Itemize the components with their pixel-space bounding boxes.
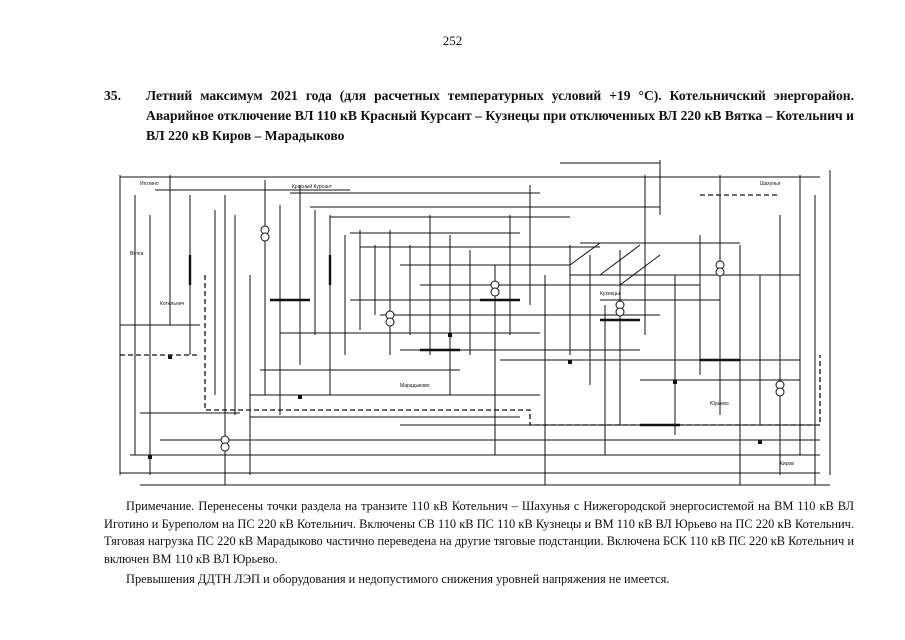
label-kuznetsy: Кузнецы: [600, 291, 620, 297]
label-shakhunya: Шахунья: [760, 181, 781, 187]
label-krasny-kursant: Красный Курсант: [292, 184, 332, 190]
label-maradykovo: Марадыково: [400, 383, 430, 389]
power-grid-diagram: [100, 155, 840, 495]
label-yurevo: Юрьево: [710, 401, 729, 407]
section-heading: [104, 86, 854, 146]
note-paragraph-1: Примечание. Перенесены точки раздела на транзите 110 кВ Котельнич – Шахунья с Нижегородской энергосистемой на ВМ 110 кВ ВЛ Иготино и Буреполом на ПС 220 кВ Котельнич. Включены СВ 110 кВ ПС 110 кВ Кузнецы и ВМ 110 кВ ВЛ Юрьево на ПС 220 кВ Котельнич. Тяговая нагрузка ПС 220 кВ Марадыково частично переведена на другие тяговые подстанции. Включена БСК 110 кВ ПС 220 кВ Котельнич и включен ВМ 110 кВ ВЛ Юрьево.: [104, 499, 854, 566]
label-vyatka: Вятка: [130, 251, 144, 257]
page-number: 252: [442, 33, 463, 48]
label-igotino: Иготино: [140, 181, 159, 187]
note-paragraph-2: Превышения ДДТН ЛЭП и оборудования и недопустимого снижения уровней напряжения не имеется.: [126, 572, 670, 587]
note-block: [104, 498, 854, 589]
section-number: 35.: [104, 88, 121, 103]
label-kotelnich: Котельнич: [160, 301, 185, 307]
section-title: Летний максимум 2021 года (для расчетных температурных условий +19 °С). Котельничский энергорайон. Аварийное отключение ВЛ 110 кВ Красный Курсант – Кузнецы при отключенных ВЛ 220 кВ Вятка – Котельнич и ВЛ 220 кВ Киров – Марадыково: [146, 88, 854, 143]
label-kirov: Киров: [780, 461, 794, 467]
